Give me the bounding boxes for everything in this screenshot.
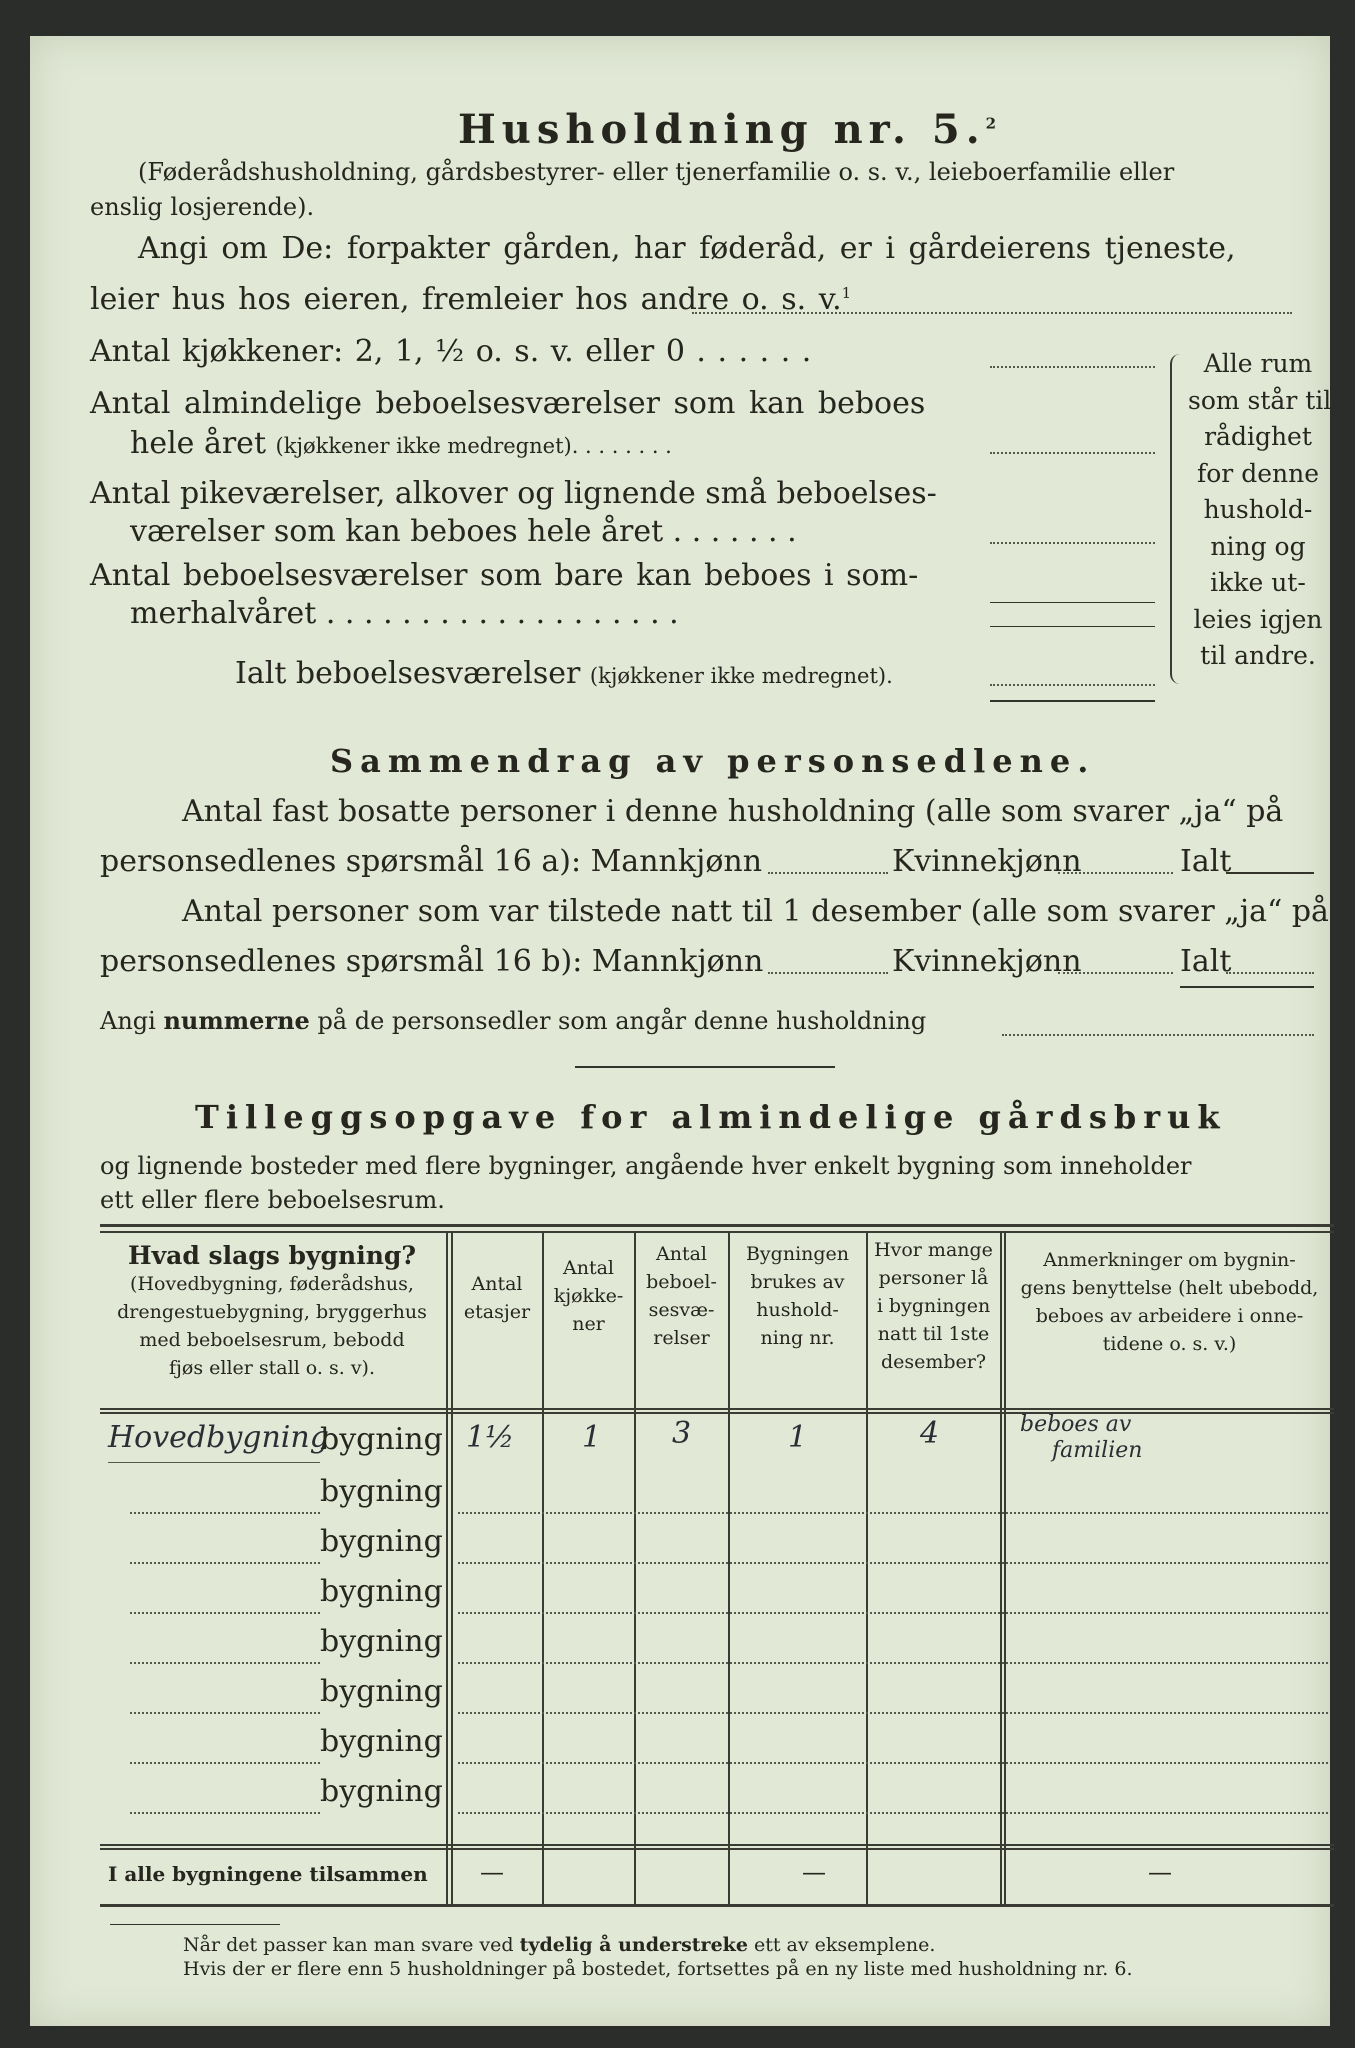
total-rooms-note: (kjøkkener ikke medregnet).	[589, 664, 893, 688]
header-persons	[867, 1236, 1000, 1376]
maid-rooms-line1: Antal pikeværelser, alkover og lignende små beboelses-	[90, 476, 937, 511]
header-rooms-line: relser	[653, 1327, 710, 1349]
subtitle-line2: enslig losjerende).	[90, 193, 315, 221]
header-building-type-desc: drengestuebygning, bryggerhus	[117, 1301, 427, 1323]
resident-male-field[interactable]	[768, 872, 888, 874]
maid-rooms-line2: værelser som kan beboes hele året . . . . . . .	[130, 514, 797, 549]
table-bottom-rule	[100, 1904, 1334, 1907]
header-household-no-line: brukes av	[750, 1271, 845, 1293]
table-body-rule	[100, 1844, 1334, 1846]
row-type-field[interactable]	[130, 1512, 320, 1514]
total-floors-dash: —	[480, 1858, 504, 1886]
header-kitchens-line: kjøkke-	[553, 1285, 624, 1307]
form-title-footnote: 2	[985, 114, 1003, 133]
header-remarks-line: tidene o. s. v.)	[1102, 1333, 1237, 1355]
row-type-field[interactable]	[130, 1762, 320, 1764]
side-note	[1188, 346, 1332, 675]
header-rooms-line: beboel-	[646, 1271, 717, 1293]
total-remarks-dash: —	[1148, 1858, 1172, 1886]
table-total-label: I alle bygningene tilsammen	[108, 1862, 428, 1886]
header-remarks-line: gens benyttelse (helt ubebodd,	[1020, 1277, 1319, 1299]
header-persons-line: i bygningen	[876, 1295, 991, 1317]
supplement-title: Tilleggsopgave for almindelige gårdsbruk	[195, 1098, 1227, 1136]
row1-floors[interactable]: 1½	[466, 1420, 515, 1455]
row-values-field[interactable]	[458, 1812, 1328, 1814]
table-header-rule-2	[100, 1412, 1334, 1414]
resident-female-label: Kvinnekjønn	[892, 844, 1082, 879]
header-building-type	[102, 1242, 442, 1382]
present-line1: Antal personer som var tilstede natt til 1 desember (alle som svarer „ja“ på	[182, 894, 1329, 929]
header-remarks-line: Anmerkninger om bygnin-	[1043, 1249, 1296, 1271]
col-divider	[451, 1232, 453, 1904]
header-rooms-line: Antal	[656, 1243, 707, 1265]
header-persons-line: personer lå	[878, 1267, 989, 1289]
numbers-line	[100, 1006, 926, 1035]
row-suffix: bygning	[320, 1474, 443, 1509]
row-values-field[interactable]	[458, 1562, 1328, 1564]
question-line1: Angi om De: forpakter gården, har føderåd, er i gårdeierens tjeneste,	[138, 231, 1236, 266]
tenure-answer-field[interactable]	[692, 312, 1292, 314]
total-rooms-label-text: Ialt beboelsesværelser	[235, 656, 581, 691]
side-note-line: som står til	[1188, 385, 1332, 415]
row1-rooms[interactable]: 3	[672, 1416, 692, 1451]
row-suffix: bygning	[320, 1774, 443, 1809]
numbers-field[interactable]	[1002, 1034, 1314, 1036]
total-rooms-label	[235, 656, 893, 691]
ordinary-rooms-field[interactable]	[990, 452, 1155, 454]
header-rooms	[635, 1240, 728, 1352]
header-floors	[452, 1270, 542, 1326]
row1-remarks-line: beboes av	[1020, 1412, 1132, 1437]
census-form-page	[30, 36, 1330, 2026]
row-type-field[interactable]	[130, 1562, 320, 1564]
numbers-suffix: på de personsedler som angår denne husholdning	[317, 1007, 927, 1035]
header-building-type-title: Hvad slags bygning?	[127, 1241, 417, 1270]
header-household-no	[729, 1240, 866, 1352]
side-note-line: rådighet	[1204, 422, 1312, 451]
header-persons-line: Hvor mange	[874, 1239, 993, 1261]
header-remarks	[1005, 1246, 1334, 1358]
row-values-field[interactable]	[458, 1512, 1328, 1514]
present-female-label: Kvinnekjønn	[892, 944, 1082, 979]
header-rooms-line: sesvæ-	[648, 1299, 715, 1321]
row1-suffix: bygning	[320, 1422, 443, 1457]
resident-female-field[interactable]	[1058, 872, 1173, 874]
resident-line1: Antal fast bosatte personer i denne husholdning (alle som svarer „ja“ på	[182, 794, 1284, 829]
footnote-line1	[183, 1934, 935, 1956]
header-kitchens-line: Antal	[563, 1257, 614, 1279]
row-type-field[interactable]	[130, 1712, 320, 1714]
resident-total-field[interactable]	[1226, 872, 1314, 874]
summer-rooms-field-top	[990, 602, 1155, 603]
resident-line2: personsedlenes spørsmål 16 a): Mannkjønn	[100, 844, 763, 879]
supplement-desc-line1: og lignende bosteder med flere bygninger, angående hver enkelt bygning som inneholder	[100, 1152, 1192, 1180]
summer-rooms-field[interactable]	[990, 626, 1155, 627]
row-values-field[interactable]	[458, 1612, 1328, 1614]
side-note-line: til andre.	[1200, 641, 1316, 670]
header-building-type-desc: med beboelsesrum, bebodd	[139, 1329, 405, 1351]
table-body-rule-2	[100, 1848, 1334, 1850]
row-suffix: bygning	[320, 1574, 443, 1609]
numbers-prefix: Angi	[100, 1007, 156, 1035]
row-suffix: bygning	[320, 1674, 443, 1709]
summary-title: Sammendrag av personsedlene.	[330, 742, 1096, 780]
header-floors-line: etasjer	[463, 1301, 531, 1323]
table-header-rule	[100, 1408, 1334, 1410]
row-suffix: bygning	[320, 1524, 443, 1559]
side-note-brace	[1170, 354, 1184, 684]
header-household-no-line: ning nr.	[760, 1327, 835, 1349]
present-total-field[interactable]	[1226, 972, 1314, 974]
row1-kitchens[interactable]: 1	[582, 1420, 602, 1455]
header-remarks-line: beboes av arbeidere i onne-	[1035, 1305, 1304, 1327]
header-persons-line: natt til 1ste	[877, 1323, 990, 1345]
row1-type[interactable]: Hovedbygning	[108, 1420, 329, 1455]
row1-persons[interactable]: 4	[920, 1416, 940, 1451]
row-suffix: bygning	[320, 1724, 443, 1759]
form-title	[458, 106, 1002, 153]
total-rooms-field[interactable]	[990, 684, 1155, 686]
ordinary-rooms-line2-text: hele året	[130, 426, 266, 461]
ordinary-rooms-line1: Antal almindelige beboelsesværelser som kan beboes	[90, 386, 926, 421]
numbers-bold: nummerne	[163, 1006, 310, 1035]
section-divider	[575, 1066, 835, 1068]
subtitle-line1: (Føderådshusholdning, gårdsbestyrer- eller tjenerfamilie o. s. v., leieboerfamilie eller	[138, 158, 1175, 186]
form-title-text: Husholdning nr. 5.	[458, 106, 986, 153]
header-building-type-desc: (Hovedbygning, føderådshus,	[130, 1273, 414, 1295]
row1-household[interactable]: 1	[788, 1420, 808, 1455]
header-household-no-line: Bygningen	[745, 1243, 850, 1265]
resident-total-label: Ialt	[1180, 844, 1232, 879]
footnote-line1-suffix: ett av eksemplene.	[753, 1934, 936, 1956]
question-footnote: 1	[841, 284, 852, 302]
present-total-label: Ialt	[1180, 944, 1232, 979]
footnote-line1-bold: tydelig å understreke	[519, 1934, 748, 1956]
row-type-field[interactable]	[130, 1612, 320, 1614]
row1-remarks-line: familien	[1052, 1438, 1143, 1463]
header-persons-line: desember?	[880, 1351, 987, 1373]
present-female-field[interactable]	[1058, 972, 1173, 974]
footnote-line1-prefix: Når det passer kan man svare ved	[183, 1934, 514, 1956]
maid-rooms-field[interactable]	[990, 542, 1155, 544]
side-note-line: hushold-	[1203, 495, 1313, 524]
row-suffix: bygning	[320, 1624, 443, 1659]
col-divider	[446, 1232, 448, 1904]
row1-type-line	[108, 1462, 320, 1463]
row-type-field[interactable]	[130, 1812, 320, 1814]
ordinary-rooms-note: (kjøkkener ikke medregnet). . . . . . . .	[275, 434, 672, 458]
footnote-line2: Hvis der er flere enn 5 husholdninger på bostedet, fortsettes på en ny liste med husholdning nr. 6.	[183, 1958, 1133, 1980]
present-male-field[interactable]	[768, 972, 888, 974]
kitchens-field[interactable]	[990, 366, 1155, 368]
summer-rooms-line1: Antal beboelsesværelser som bare kan beboes i som-	[90, 558, 919, 593]
present-total-underline	[1180, 986, 1314, 988]
header-household-no-line: hushold-	[756, 1299, 839, 1321]
header-building-type-desc: fjøs eller stall o. s. v).	[168, 1357, 376, 1379]
row-values-field[interactable]	[458, 1762, 1328, 1764]
supplement-desc-line2: ett eller flere beboelsesrum.	[100, 1186, 445, 1214]
row1-remarks[interactable]	[1020, 1412, 1142, 1464]
question-line2-text: leier hus hos eieren, fremleier hos andre o. s. v.	[90, 282, 842, 317]
side-note-line: Alle rum	[1203, 349, 1313, 378]
row-values-field[interactable]	[458, 1662, 1328, 1664]
row-type-field[interactable]	[130, 1662, 320, 1664]
side-note-line: ning og	[1210, 531, 1306, 561]
side-note-line: for denne	[1197, 458, 1319, 488]
kitchens-label: Antal kjøkkener: 2, 1, ½ o. s. v. eller 0 . . . . . .	[90, 334, 812, 369]
table-top-rule-2	[100, 1231, 1334, 1233]
col-divider	[1000, 1232, 1002, 1904]
header-floors-line: Antal	[471, 1273, 523, 1295]
row-values-field[interactable]	[458, 1712, 1328, 1714]
table-top-rule	[100, 1224, 1334, 1227]
total-rooms-underline	[990, 700, 1155, 702]
present-line2: personsedlenes spørsmål 16 b): Mannkjønn	[100, 944, 764, 979]
total-household-dash: —	[802, 1858, 826, 1886]
ordinary-rooms-line2	[130, 426, 672, 461]
summer-rooms-line2: merhalvåret . . . . . . . . . . . . . . . . . . .	[130, 596, 679, 631]
header-kitchens-line: ner	[572, 1313, 605, 1335]
side-note-line: leies igjen	[1193, 604, 1323, 634]
side-note-line: ikke ut-	[1210, 568, 1306, 597]
footnote-rule	[110, 1924, 280, 1925]
header-kitchens	[543, 1254, 634, 1338]
